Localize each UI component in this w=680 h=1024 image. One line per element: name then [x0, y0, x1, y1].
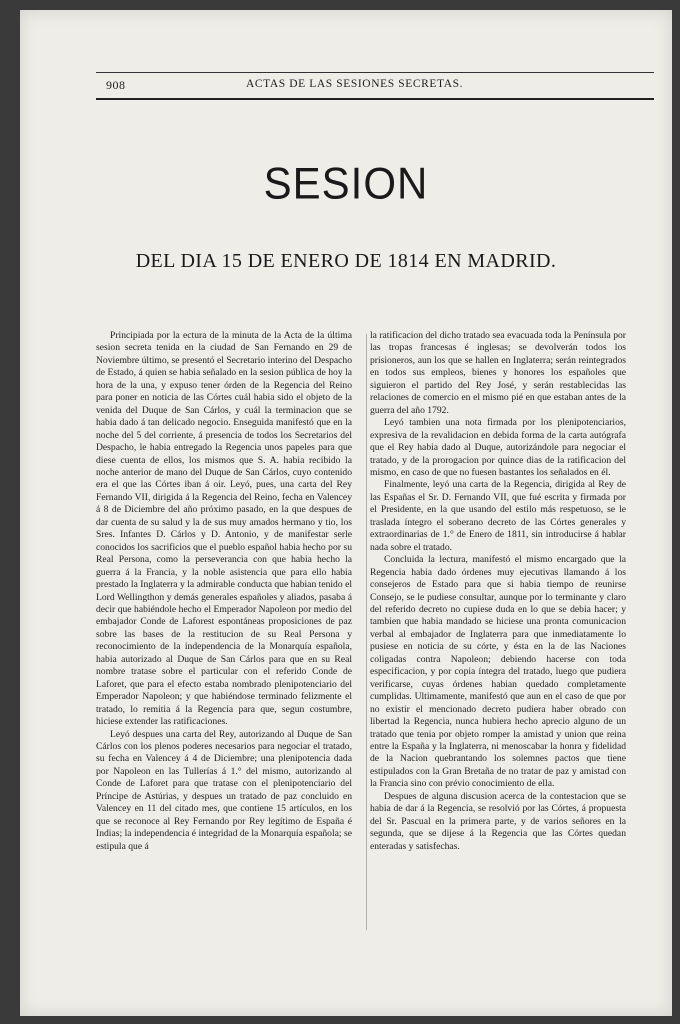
- column-gutter: [366, 334, 367, 930]
- running-title: ACTAS DE LAS SESIONES SECRETAS.: [246, 78, 464, 90]
- running-head: [96, 72, 654, 108]
- header-rule-top: [96, 72, 654, 73]
- paragraph: Leyó tambien una nota firmada por los plenipotenciarios, expresiva de la revalidacion en debida forma de la carta autógrafa que el Rey habia dado al Duque, autorizándole para negociar el tratado, y de la prorogacion por quince dias de la ratificacion del mismo, en caso de que no fuesen bastantes los señalados en él.: [370, 417, 626, 478]
- paragraph: Despues de alguna discusion acerca de la contestacion que se habia de dar á la Regencia, se resolvió por las Córtes, á propuesta del Sr. Pascual en la primera parte, y de varios señores en la segunda, que se dijese á la Regencia que las Córtes quedan enteradas y satisfechas.: [370, 790, 626, 852]
- right-column: [370, 330, 626, 853]
- session-subtitle: DEL DIA 15 DE ENERO DE 1814 EN MADRID.: [135, 250, 557, 272]
- page-number: 908: [106, 78, 126, 92]
- paragraph: la ratificacion del dicho tratado sea evacuada toda la Península por las tropas francesas é inglesas; se devolverán todos los prisioneros, aun los que se hallen en Inglaterra; serán reintegrados en todos sus empleos, bienes y honores los españoles que siguieron el partido del Rey José, y serán restablecidas las relaciones de comercio en el mismo pié en que estaban antes de la guerra del año 1792.: [370, 330, 626, 416]
- left-column: [96, 330, 352, 853]
- header-rule-bottom: [96, 98, 654, 100]
- paragraph: Principiada por la ectura de la minuta de la Acta de la última sesion secreta tenida en la ciudad de San Fernando en 29 de Noviembre último, se presentó el Secretario interino del Despacho de Estado, á quien se habia señalado en la sesion pública de hoy la hora de la una, y expuso tener órden de la Regencia del Reino para poner en noticia de las Córtes cuál habia sido el objeto de la venida del Duque de San Cárlos, y cuál la terminacion que se habia dado á tan delicado negocio. Enseguida manifestó que en la noche del 5 del corriente, á presencia de todos los Secretarios del Despacho, le habia entregado la Regencia unos papeles para que diese cuenta de ellos, los mismos que S. A. habia recibido la noche anterior de mano del Duque de San Cárlos, cuyo contenido era el que las Córtes iban á oir. Leyó, pues, una carta del Rey Fernando VII, dirigida á la Regencia del Reino, fecha en Valencey á 8 de Diciembre del año próximo pasado, en la que despues de dar cuenta de su salud y la de sus muy amados hermano y tio, los Sres. Infantes D. Cárlos y D. Antonio, y de manifestar serle conocidos los sacrificios que el pueblo español habia hecho por su Real Persona, como la perseverancia con que habia hecho la guerra á la Francia, y la noble asistencia que para ello habia prestado la Inglaterra y la admirable conducta que habian tenido el Lord Wellingthon y demás generales españoles y aliados, pasaba á decir que habiéndole hecho el Emperador Napoleon por medio del embajador Conde de Laforest espontáneas proposiciones de paz sobre las bases de la restitucion de su Real Persona y reconocimiento de la independencia de la Monarquía española, habia autorizado al Duque de San Cárlos para que en su Real nombre tratase sobre el particular con el referido Conde de Laforet, que para el efecto estaba nombrado plenipotenciario del Emperador Napoleon; y que habiéndose terminado felizmente el tratado, lo remitia á la Regencia para que, segun costumbre, hiciese extender las ratificaciones.: [96, 330, 352, 728]
- document-page: [20, 10, 672, 1016]
- paragraph: Finalmente, leyó una carta de la Regencia, dirigida al Rey de las Españas el Sr. D. Fernando VII, que fué escrita y firmada por el Presidente, en la que usando del estilo más respetuoso, se le traslada íntegro el soberano decreto de las Córtes generales y extraordinarias de 1.° de Enero de 1811, sin introducirse á hablar nada sobre el tratado.: [370, 479, 626, 553]
- paragraph: Concluida la lectura, manifestó el mismo encargado que la Regencia habia dado órdenes muy ejecutivas llamando á los consejeros de Estado para que si habia tiempo de reunirse Consejo, se le pudiese consultar, aunque por lo terminante y claro del referido decreto no cupiese duda en lo que se debia hacer; y tambien que habia mandado se hiciese una pronta comunicacion verbal al embajador de Inglaterra para que inmediatamente lo pusiese en noticia de su córte, y ésta en la de las Naciones coligadas contra Napoleon; debiendo hacerse con toda especificacion, y por copia íntegra del tratado, luego que pudiera verificarse, cuyas órdenes habian quedado completamente cumplidas. Ultimamente, manifestó que aun en el caso de que por no existir el mencionado decreto pudiera haber obrado con libertad la Regencia, nunca hubiera hecho aprecio alguno de un tratado que tenia por objeto romper la amistad y union que reina entre la España y la Inglaterra, ni menoscabar la honra y fidelidad de la Nacion quebrantando los solemnes pactos que tiene estipulados con la Gran Bretaña de no tratar de paz y amistad con la Francia sino con prévio conocimiento de ella.: [370, 554, 626, 790]
- session-heading: SESION: [263, 158, 429, 209]
- paragraph: Leyó despues una carta del Rey, autorizando al Duque de San Cárlos con los plenos poderes necesarios para negociar el tratado, su fecha en Valencey á 4 de Diciembre; una plenipotencia dada por Napoleon en las Tullerías á 1.° del mismo, autorizando al Conde de Laforet para que tratase con el plenipotenciario del Príncipe de Astúrias, y despues un tratado de paz concluido en Valencey en 11 del citado mes, que contiene 15 artículos, en los que se reconoce al Rey Fernando por Rey legítimo de España é Indias; la independencia é integridad de la Monarquía española; se estipula que á: [96, 728, 352, 852]
